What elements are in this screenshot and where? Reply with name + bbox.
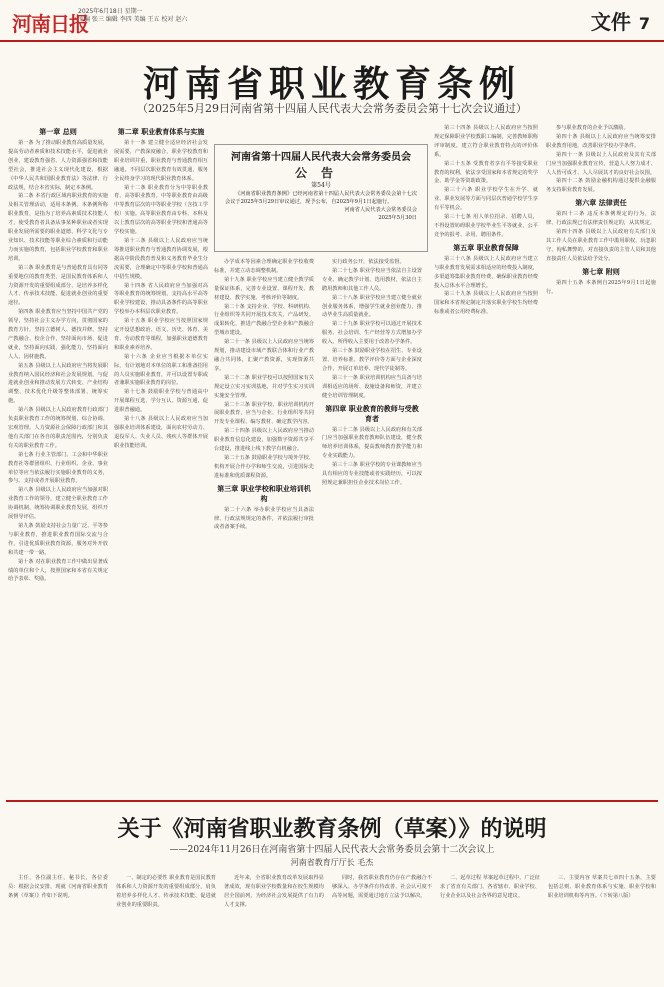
section-label: 文件 7 (590, 10, 650, 34)
newspaper-logo: 河南日报 (12, 12, 88, 36)
article-paragraph: 第四十四条 县级以上人民政府有关部门及其工作人员在职业教育工作中滥用职权、玩忽职守、徇私舞弊的，对直接负责的主管人员和其他直接责任人员依法给予处分。 (546, 229, 656, 262)
article-paragraph: 第一条 为了推动职业教育高质量发展，提高劳动者素质和技术技能水平，促进就业创业，建设教育强省、人力资源强省和技能型社会，推进社会主义现代化建设，根据《中华人民共和国职业教育法》等法律、行政法规，结合本省实际，制定本条例。 (8, 140, 108, 191)
explanation-column-2 (116, 874, 216, 984)
chapter-heading: 第五章 职业教育保障 (453, 243, 519, 252)
article-paragraph: 第三十二条 县级以上人民政府和有关部门应当加强职业教育教师队伍建设，健全教师培养培训体系，提高教师教育教学能力和专业实践能力。 (322, 426, 422, 460)
article-paragraph: 第二十七条 职业学校应当依法自主设置专业、确定教学计划、选用教材，依法自主聘用教师和其他工作人员。 (322, 267, 422, 292)
chapter-heading: 第三章 职业学校和职业培训机构 (217, 484, 311, 503)
explanation-title: 关于《河南省职业教育条例（草案）》的说明 (117, 817, 547, 842)
article-paragraph: 第十二条 职业教育分为中等职业教育、高等职业教育。中等职业教育由高级中等教育层次的中等职业学校（含技工学校）实施。高等职业教育由专科、本科及以上教育层次的高等职业学校和普通高等学校实施。 (114, 184, 208, 236)
explanation-paragraph: 同时，我省职业教育仍存在产教融合不够深入、办学条件有待改善、社会认可度不高等问题，需要通过地方立法予以解决。 (332, 875, 432, 899)
chapter-heading: 第七章 附则 (582, 267, 620, 276)
article-paragraph: 第十条 对在职业教育工作中做出显著成绩的单位和个人，按照国家和本省有关规定给予表彰、奖励。 (8, 558, 108, 583)
explanation-column-6 (548, 874, 656, 984)
article-paragraph: 第十八条 县级以上人民政府应当加强职业培训体系建设，面向农村劳动力、退役军人、失业人员、残疾人等群体开展职业技能培训。 (114, 416, 208, 449)
article-paragraph: 第十七条 鼓励职业学校与普通高中开展课程互选、学分互认、资源互通，促进职普融通。 (114, 389, 208, 414)
article-paragraph: 第二十五条 鼓励职业学校与境外学校、机构开展合作办学和师生交流，引进国际先进标准和优质课程资源。 (214, 454, 314, 479)
announcement-number: 第54号 (311, 182, 331, 189)
announcement-title: 河南省第十四届人民代表大会常务委员会 (231, 152, 411, 163)
article-paragraph: 第四十条 县级以上人民政府应当统筹安排职业教育用地，改善职业学校办学条件。 (546, 133, 656, 149)
page-number: 7 (638, 14, 650, 33)
section-divider (6, 800, 658, 802)
article-paragraph: 第十六条 企业应当根据本单位实际，有计划地对本单位的职工和准备招用的人员实施职业教育，并可以设置专职或者兼职实施职业教育的岗位。 (114, 353, 208, 387)
main-subtitle: （2025年5月29日河南省第十四届人民代表大会常务委员会第十七次会议通过） (137, 102, 527, 115)
article-column-3 (214, 258, 314, 798)
article-paragraph: 第二十三条 职业学校、职业培训机构开展职业教育，应当与企业、行业组织等共同开发专业课程、编写教材、确定教学内容。 (214, 401, 314, 426)
announcement-box (214, 144, 428, 252)
explanation-paragraph: 二、起草过程 草案起草过程中，广泛征求了省直有关部门、各省辖市、职业学校、行业企业以及社会各界的意见建议。 (440, 875, 540, 899)
masthead (0, 0, 664, 42)
article-paragraph: 第四十三条 违反本条例规定的行为，法律、行政法规已有法律责任规定的，从其规定。 (546, 211, 656, 227)
article-paragraph: 第十九条 职业学校应当建立健全教学质量保证体系，完善专业设置、课程开发、教材建设、教学实施、考核评价等制度。 (214, 276, 314, 301)
chapter-heading: 第四章 职业教育的教师与受教育者 (325, 404, 419, 423)
chapter-heading: 第二章 职业教育体系与实施 (117, 128, 205, 136)
explanation-paragraph: 三、主要内容 草案共七章四十五条，主要包括总则、职业教育体系与实施、职业学校和职业培训机构等内容。（下转第八版） (548, 875, 656, 899)
article-paragraph: 第三十四条 县级以上人民政府应当按照规定保障职业学校教职工编制，完善教师职称评审制度，建立符合职业教育特点的评价体系。 (434, 125, 538, 158)
article-paragraph: 第三十九条 县级以上人民政府应当按照国家和本省规定制定并落实职业学校生均经费标准或者公用经费标准。 (434, 291, 538, 316)
article-paragraph: 办学成本等因素合理确定职业学校收费标准，并建立动态调整机制。 (214, 259, 314, 274)
article-paragraph: 实行政务公开，依法接受监督。 (332, 259, 405, 265)
article-paragraph: 第三十三条 职业学校的专业课教师应当具有相应的专业技能或者实践经历，可以按照规定兼职担任企业技术岗位工作。 (322, 462, 422, 486)
article-paragraph: 第二条 本省行政区域内职业教育的实施及相关管理活动，适用本条例。本条例所称职业教育，是指为了培养高素质技术技能人才，使受教育者具备从事某种职业或者实现职业发展所需要的职业道德、科学文化与专业知识、技术技能等职业综合素质和行动能力而实施的教育，包括职业学校教育和职业培训。 (8, 193, 108, 262)
article-paragraph: 第二十八条 职业学校应当建立健全就业创业服务体系，增强学生就业创业能力，推动毕业生高质量就业。 (322, 294, 422, 319)
explanation-column-1 (8, 874, 108, 984)
article-paragraph: 第四十五条 本条例自2025年9月1日起施行。 (546, 279, 656, 295)
article-paragraph: 第五条 县级以上人民政府应当将发展职业教育纳入国民经济和社会发展规划，与促进就业创业和推动发展方式转变、产业结构调整、技术优化升级等整体部署、统筹实施。 (8, 362, 108, 405)
article-paragraph: 第二十六条 举办职业学校应当具备法律、行政法规规定的条件，并依法履行审批或者备案手续。 (214, 506, 314, 531)
article-paragraph: 第三十六条 职业学校学生在升学、就业、职业发展等方面与同层次普通学校学生享有平等机会。 (434, 187, 538, 212)
article-paragraph: 第二十九条 职业学校可以通过开展技术服务、社会培训、生产经营等方式增加办学收入，所得收入主要用于改善办学条件。 (322, 321, 422, 346)
explanation-column-5 (440, 874, 540, 984)
article-column-5 (434, 124, 538, 798)
explanation-paragraph: 一、制定的必要性 职业教育是国民教育体系和人力资源开发的重要组成部分，肩负着培养多样化人才、传承技术技能、促进就业创业的重要职责。 (116, 875, 216, 908)
article-column-6 (546, 124, 656, 798)
article-paragraph: 第三十五条 受教育者享有平等接受职业教育的权利，依法享受国家和本省规定的奖学金、助学金等资助政策。 (434, 160, 538, 185)
article-paragraph: 第四条 职业教育应当坚持中国共产党的领导，坚持社会主义办学方向，贯彻国家的教育方针，坚持立德树人、德技并修，坚持产教融合、校企合作，坚持面向市场、促进就业，坚持面向实践、强化能力，坚持面向人人、因材施教。 (8, 309, 108, 360)
article-paragraph: 参与职业教育的企业予以激励。 (556, 125, 629, 131)
explanation-paragraph: 主任、各位副主任，秘书长，各位委员：根据会议安排，现就《河南省职业教育条例（草案）》作如下说明。 (8, 875, 108, 899)
article-paragraph: 第二十四条 县级以上人民政府应当推动职业教育信息化建设，加强数字资源共享平台建设，推进线上线下教学有机融合。 (214, 428, 314, 453)
article-paragraph: 第十四条 省人民政府应当加强对高等职业教育的统筹规划，支持高水平高等职业学校建设，推动具备条件的高等职业学校举办本科层次职业教育。 (114, 282, 208, 316)
chapter-heading: 第六章 法律责任 (575, 199, 627, 208)
announcement-body: 《河南省职业教育条例》已经河南省第十四届人民代表大会常务委员会第十七次会议于2025年5月29日审议通过，现予公布，自2025年9月1日起施行。 (225, 191, 417, 205)
article-paragraph: 第十一条 建立健全适应经济社会发展需要，产教深度融合，职业学校教育和职业培训并重，职业教育与普通教育相互融通，不同层次职业教育有效贯通，服务全民终身学习的现代职业教育体系。 (114, 140, 208, 182)
announcement-date: 2025年5月30日 (378, 215, 417, 221)
article-paragraph: 第二十一条 县级以上人民政府应当统筹规划，推动建设市域产教联合体和行业产教融合共同体，汇聚产教资源，实现资源共享。 (214, 339, 314, 372)
chapter-heading: 第一章 总则 (39, 128, 77, 136)
article-paragraph: 第四十一条 县级以上人民政府及其有关部门应当加强职业教育宣传，营造人人努力成才、人人皆可成才、人人尽展其才的良好社会氛围。 (546, 151, 656, 176)
article-column-1 (8, 124, 108, 798)
explanation-subtitle: ——2024年11月26日在河南省第十四届人民代表大会常务委员会第十二次会议上 (169, 845, 495, 855)
explanation-column-3 (224, 874, 324, 984)
article-paragraph: 第四十二条 鼓励金融机构通过提供金融服务支持职业教育发展。 (546, 178, 656, 194)
main-title: 河南省职业教育条例 (142, 64, 521, 105)
article-paragraph: 第十五条 职业学校应当按照国家规定开设思想政治、语文、历史、体育、美育、劳动教育等课程，加强职业道德教育和职业素养培养。 (114, 318, 208, 351)
explanation-column-4 (332, 874, 432, 984)
article-column-2 (114, 124, 208, 798)
article-paragraph: 第三条 职业教育是与普通教育具有同等重要地位的教育类型，是国民教育体系和人力资源开发的重要组成部分，是培养多样化人才、传承技术技能、促进就业创业的重要途径。 (8, 264, 108, 307)
article-paragraph: 第三十八条 县级以上人民政府应当建立与职业教育发展需求相适应的经费投入制度，多渠道筹集职业教育经费，确保职业教育经费投入总体水平合理增长。 (434, 255, 538, 289)
article-paragraph: 第二十二条 职业学校可以按照国家有关规定设立实习实训基地，并对学生实习实训实施安全管理。 (214, 374, 314, 399)
announcement-word: 公告 (294, 166, 347, 180)
article-paragraph: 第三十条 鼓励职业学校在招生、专业设置、培养标准、教学评价等方面与企业深度合作，开展订单培养、现代学徒制等。 (322, 348, 422, 372)
article-paragraph: 第十三条 县级以上人民政府应当统筹推进职业教育与普通教育协调发展，根据高中阶段教育普及和义务教育毕业生分流需要，合理确定中等职业学校和普通高中招生规模。 (114, 237, 208, 280)
explanation-paragraph: 近年来，全省职业教育改革发展取得显著成效，现有职业学校数量和在校生规模均居全国前列，为经济社会发展提供了有力的人才支撑。 (224, 875, 324, 908)
article-paragraph: 第八条 县级以上人民政府应当加强对职业教育工作的领导，建立健全职业教育工作协调机制，统筹协调职业教育发展，组织开展督导评估。 (8, 487, 108, 521)
article-paragraph: 第六条 县级以上人民政府教育行政部门负责职业教育工作的统筹规划、综合协调、宏观管理。人力资源社会保障行政部门和其他有关部门在各自的职责范围内，分别负责有关的职业教育工作。 (8, 407, 108, 449)
article-column-4 (322, 258, 422, 798)
article-paragraph: 第九条 鼓励支持社会力量广泛、平等参与职业教育，推进职业教育国际交流与合作，引进优质职业教育资源，服务对外开放和共建一带一路。 (8, 522, 108, 556)
article-paragraph: 第三十一条 职业培训机构应当具备与培训相适应的场所、设施设备和师资，并建立健全培训管理制度。 (322, 374, 422, 399)
article-paragraph: 第三十七条 用人单位招录、招聘人员，不得设置妨碍职业学校毕业生平等就业、公平竞争的报考、录用、聘用条件。 (434, 214, 538, 238)
explanation-speaker: 河南省教育厅厅长 毛杰 (290, 858, 374, 867)
announcement-signature: 河南省人民代表大会常务委员会 (344, 207, 417, 213)
date-line: 2025年6月18日 星期一 主编 张三 编辑 李四 美编 王五 校对 赵六 (78, 8, 188, 23)
article-paragraph: 第二十条 支持企业、学校、科研机构、行业组织等共同开展技术攻关、产品研发、成果转化，推进产教融合型企业和产教融合型城市建设。 (214, 303, 314, 337)
article-paragraph: 第七条 行业主管部门、工会和中华职业教育社等群团组织、行业组织、企业、事业单位等应当依法履行实施职业教育的义务，参与、支持或者开展职业教育。 (8, 451, 108, 485)
